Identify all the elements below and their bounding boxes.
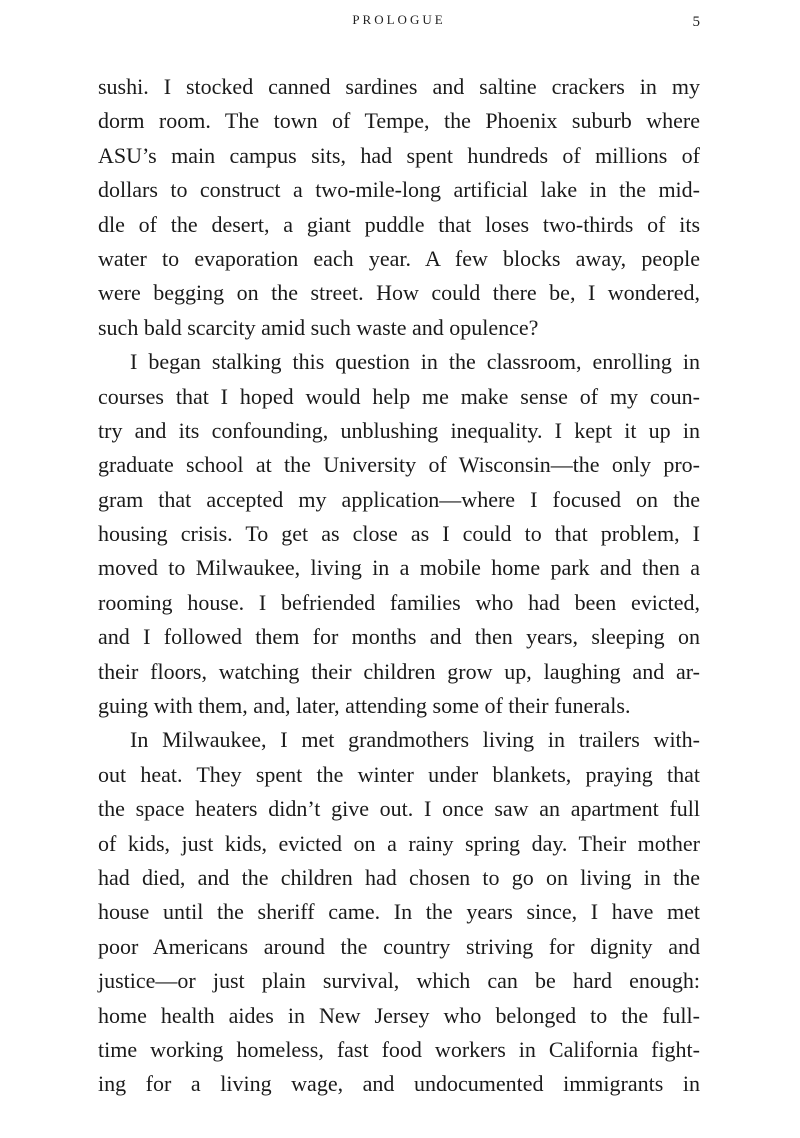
page-header	[98, 12, 700, 34]
running-head: PROLOGUE	[352, 12, 446, 27]
text-line: sushi. I stocked canned sardines and saltine crackers in my	[98, 74, 700, 99]
page-number: 5	[692, 14, 700, 30]
text-line: ing for a living wage, and undocumented immigrants in	[98, 1071, 700, 1097]
text-line: try and its confounding, unblushing inequality. I kept it up in	[98, 417, 700, 443]
text-line: ASU’s main campus sits, had spent hundreds of millions of	[98, 142, 700, 168]
text-line: of kids, just kids, evicted on a rainy spring day. Their mother	[98, 830, 700, 856]
text-line: and I followed them for months and then years, sleeping on	[98, 624, 700, 650]
text-line: courses that I hoped would help me make sense of my coun-	[98, 383, 700, 409]
text-line: guing with them, and, later, attending some of their funerals.	[98, 693, 631, 719]
text-line: had died, and the children had chosen to go on living in the	[98, 864, 700, 890]
text-line: were begging on the street. How could there be, I wondered,	[98, 280, 700, 306]
text-line: dle of the desert, a giant puddle that loses two-thirds of its	[98, 211, 700, 237]
text-line: water to evaporation each year. A few blocks away, people	[98, 245, 700, 271]
text-line: justice—or just plain survival, which can be hard enough:	[98, 968, 700, 994]
text-line: their floors, watching their children grow up, laughing and ar-	[98, 658, 700, 684]
text-line: house until the sheriff came. In the years since, I have met	[98, 899, 700, 925]
text-line: dollars to construct a two-mile-long artificial lake in the mid-	[98, 177, 700, 203]
text-line: poor Americans around the country striving for dignity and	[98, 933, 700, 959]
text-line: I began stalking this question in the classroom, enrolling in	[130, 349, 700, 375]
text-line: gram that accepted my application—where I focused on the	[98, 486, 700, 512]
text-line: home health aides in New Jersey who belonged to the full-	[98, 1002, 700, 1028]
text-line: moved to Milwaukee, living in a mobile home park and then a	[98, 555, 700, 581]
text-line: dorm room. The town of Tempe, the Phoenix suburb where	[98, 108, 700, 134]
body-text	[98, 70, 700, 1102]
text-line: housing crisis. To get as close as I could to that problem, I	[98, 521, 700, 547]
text-line: rooming house. I befriended families who had been evicted,	[98, 589, 700, 615]
text-line: the space heaters didn’t give out. I once saw an apartment full	[98, 796, 700, 822]
text-line: graduate school at the University of Wisconsin—the only pro-	[98, 452, 700, 478]
text-line: time working homeless, fast food workers in California fight-	[98, 1036, 700, 1062]
text-line: In Milwaukee, I met grandmothers living in trailers with-	[130, 727, 700, 753]
text-line: such bald scarcity amid such waste and opulence?	[98, 314, 539, 340]
text-line: out heat. They spent the winter under blankets, praying that	[98, 761, 700, 787]
